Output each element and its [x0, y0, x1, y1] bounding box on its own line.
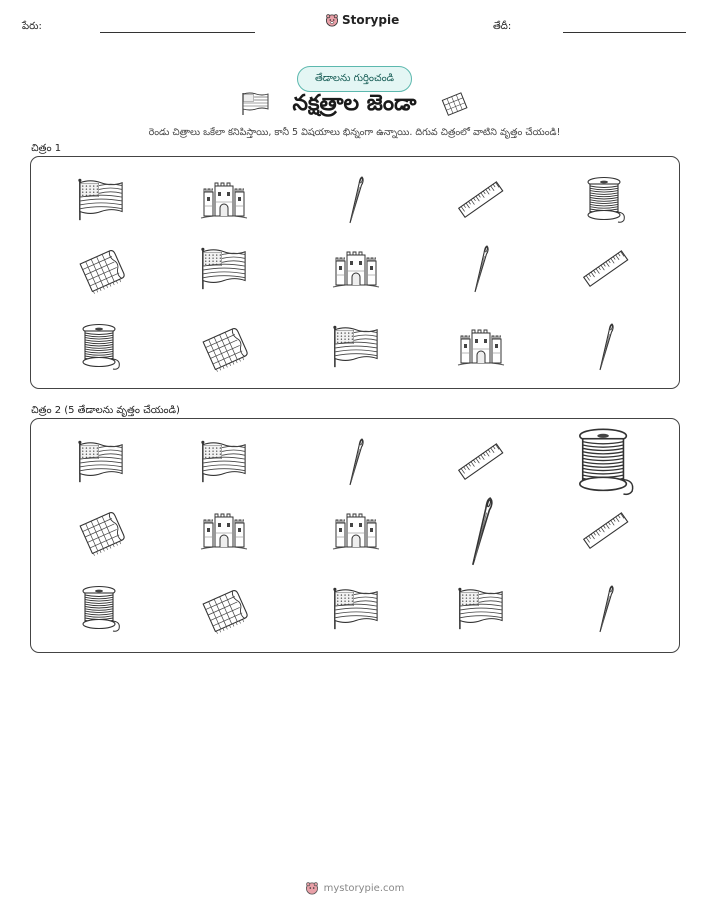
castle-icon[interactable]	[199, 180, 249, 220]
storypie-logo-icon	[325, 13, 339, 27]
castle-icon[interactable]	[199, 511, 249, 551]
worksheet-title: నక్షత్రాల జెండా	[292, 91, 417, 116]
ruler-icon[interactable]	[456, 442, 506, 482]
thread-icon[interactable]	[574, 427, 638, 497]
needle-icon[interactable]	[346, 175, 366, 225]
thread-icon[interactable]	[79, 585, 123, 633]
instructions-text: రెండు చిత్రాలు ఒకేలా కనిపిస్తాయి, కానీ 5 విషయాలు భిన్నంగా ఉన్నాయి. దిగువ చిత్రంలో వాటిని వృత్తం చేయండి!	[148, 127, 561, 138]
ruler-icon[interactable]	[456, 180, 506, 220]
picture-2-panel	[30, 418, 680, 653]
flag-icon[interactable]	[200, 247, 248, 291]
picture-1-panel	[30, 156, 680, 389]
castle-icon[interactable]	[331, 249, 381, 289]
brand-logo	[325, 13, 399, 27]
flag-icon[interactable]	[332, 587, 380, 631]
picture-2-label: చిత్రం 2 (5 తేడాలను వృత్తం చేయండి)	[31, 405, 180, 416]
name-label: పేరు:	[22, 21, 42, 32]
footer	[0, 881, 709, 895]
flag-icon[interactable]	[200, 440, 248, 484]
ruler-icon[interactable]	[581, 249, 631, 289]
quilt-icon[interactable]	[76, 248, 126, 290]
name-line[interactable]	[100, 32, 255, 33]
picture-1-label: చిత్రం 1	[31, 143, 62, 154]
quilt-decoration-icon	[440, 92, 470, 118]
flag-icon[interactable]	[457, 587, 505, 631]
footer-url[interactable]: mystorypie.com	[323, 882, 405, 894]
quilt-icon[interactable]	[76, 510, 126, 552]
needle-icon[interactable]	[471, 244, 491, 294]
needle-icon[interactable]	[346, 437, 366, 487]
spot-difference-badge: తేడాలను గుర్తించండి	[297, 66, 412, 92]
flag-icon[interactable]	[77, 178, 125, 222]
date-line[interactable]	[563, 32, 686, 33]
ruler-icon[interactable]	[581, 511, 631, 551]
brand-name: Storypie	[342, 13, 400, 27]
flag-icon[interactable]	[77, 440, 125, 484]
needle-icon[interactable]	[467, 495, 496, 568]
castle-icon[interactable]	[456, 327, 506, 367]
date-label: తేదీ:	[493, 21, 512, 32]
castle-icon[interactable]	[331, 511, 381, 551]
needle-icon[interactable]	[596, 322, 616, 372]
flag-icon[interactable]	[332, 325, 380, 369]
thread-icon[interactable]	[79, 323, 123, 371]
quilt-icon[interactable]	[199, 588, 249, 630]
needle-icon[interactable]	[596, 584, 616, 634]
thread-icon[interactable]	[584, 176, 628, 224]
storypie-footer-icon	[305, 881, 319, 895]
quilt-icon[interactable]	[199, 326, 249, 368]
